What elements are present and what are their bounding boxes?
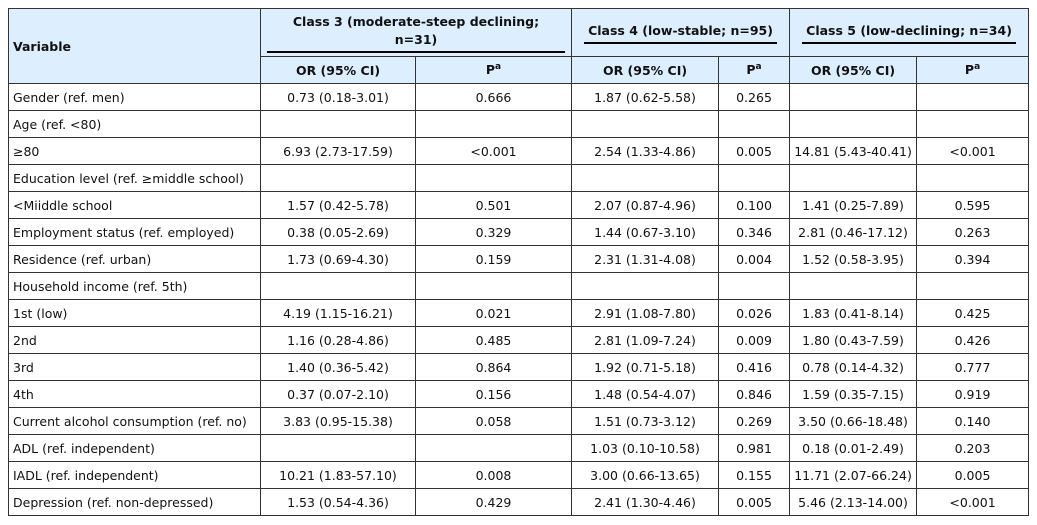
cell-c3-p: 0.864: [416, 354, 572, 381]
cell-c5-p: 0.426: [917, 327, 1029, 354]
cell-c4-or: 2.07 (0.87-4.96): [572, 192, 719, 219]
table-row: [9, 381, 1029, 408]
row-label: IADL (ref. independent): [9, 462, 261, 489]
header-class3: [261, 9, 572, 57]
cell-c5-or: [790, 273, 917, 300]
cell-c3-or: [261, 273, 416, 300]
cell-c3-p: 0.501: [416, 192, 572, 219]
cell-c3-or: 0.38 (0.05-2.69): [261, 219, 416, 246]
cell-c4-p: [719, 111, 790, 138]
cell-c5-or: 1.41 (0.25-7.89): [790, 192, 917, 219]
cell-c4-or: 2.41 (1.30-4.46): [572, 489, 719, 516]
cell-c3-p: <0.001: [416, 138, 572, 165]
cell-c3-p: 0.008: [416, 462, 572, 489]
cell-c3-p: 0.329: [416, 219, 572, 246]
table-row: [9, 192, 1029, 219]
table-row: [9, 246, 1029, 273]
row-label: Education level (ref. ≥middle school): [9, 165, 261, 192]
cell-c4-p: 0.346: [719, 219, 790, 246]
cell-c5-or: 14.81 (5.43-40.41): [790, 138, 917, 165]
cell-c5-p: <0.001: [917, 138, 1029, 165]
row-label: <Miiddle school: [9, 192, 261, 219]
cell-c5-p: [917, 84, 1029, 111]
cell-c5-or: 2.81 (0.46-17.12): [790, 219, 917, 246]
table-container: [8, 8, 1029, 516]
cell-c5-p: 0.263: [917, 219, 1029, 246]
table-row: [9, 165, 1029, 192]
header-class5-label: Class 5 (low-declining; n=34): [802, 22, 1016, 44]
header-class4-label: Class 4 (low-stable; n=95): [584, 22, 777, 44]
row-label: Employment status (ref. employed): [9, 219, 261, 246]
cell-c3-or: 1.73 (0.69-4.30): [261, 246, 416, 273]
row-label: 1st (low): [9, 300, 261, 327]
cell-c3-p: 0.485: [416, 327, 572, 354]
table-row: [9, 300, 1029, 327]
cell-c4-or: 3.00 (0.66-13.65): [572, 462, 719, 489]
header-class4-p: $P^a$: [719, 57, 790, 84]
cell-c5-p: 0.394: [917, 246, 1029, 273]
cell-c5-p: [917, 111, 1029, 138]
header-class3-label: Class 3 (moderate-steep declining; n=31): [267, 13, 565, 53]
cell-c4-or: [572, 165, 719, 192]
cell-c3-p: 0.021: [416, 300, 572, 327]
cell-c4-p: 0.981: [719, 435, 790, 462]
cell-c5-p: [917, 273, 1029, 300]
cell-c5-or: 1.59 (0.35-7.15): [790, 381, 917, 408]
cell-c4-or: 2.31 (1.31-4.08): [572, 246, 719, 273]
cell-c4-p: 0.416: [719, 354, 790, 381]
cell-c3-or: 1.16 (0.28-4.86): [261, 327, 416, 354]
header-class4-or: OR (95% CI): [572, 57, 719, 84]
row-label: Gender (ref. men): [9, 84, 261, 111]
cell-c4-or: 1.48 (0.54-4.07): [572, 381, 719, 408]
table-row: [9, 84, 1029, 111]
cell-c4-or: 1.92 (0.71-5.18): [572, 354, 719, 381]
cell-c5-p: 0.140: [917, 408, 1029, 435]
cell-c4-p: 0.100: [719, 192, 790, 219]
row-label: Current alcohol consumption (ref. no): [9, 408, 261, 435]
cell-c3-p: 0.156: [416, 381, 572, 408]
cell-c5-or: 11.71 (2.07-66.24): [790, 462, 917, 489]
cell-c3-p: 0.666: [416, 84, 572, 111]
cell-c4-p: [719, 273, 790, 300]
cell-c4-p: 0.005: [719, 489, 790, 516]
row-label: ≥80: [9, 138, 261, 165]
cell-c4-p: 0.004: [719, 246, 790, 273]
table-row: [9, 354, 1029, 381]
table-row: [9, 327, 1029, 354]
cell-c5-p: 0.005: [917, 462, 1029, 489]
cell-c5-or: 1.83 (0.41-8.14): [790, 300, 917, 327]
cell-c4-or: 2.91 (1.08-7.80): [572, 300, 719, 327]
table-row: [9, 138, 1029, 165]
cell-c3-or: 0.37 (0.07-2.10): [261, 381, 416, 408]
cell-c5-p: <0.001: [917, 489, 1029, 516]
cell-c3-or: 6.93 (2.73-17.59): [261, 138, 416, 165]
cell-c5-or: [790, 84, 917, 111]
cell-c5-or: [790, 165, 917, 192]
cell-c3-p: 0.058: [416, 408, 572, 435]
cell-c5-or: 0.78 (0.14-4.32): [790, 354, 917, 381]
header-class3-or: OR (95% CI): [261, 57, 416, 84]
cell-c5-p: 0.203: [917, 435, 1029, 462]
cell-c4-or: [572, 111, 719, 138]
cell-c4-p: 0.846: [719, 381, 790, 408]
header-class5-or: OR (95% CI): [790, 57, 917, 84]
cell-c5-or: 3.50 (0.66-18.48): [790, 408, 917, 435]
cell-c3-or: 1.40 (0.36-5.42): [261, 354, 416, 381]
cell-c4-p: 0.026: [719, 300, 790, 327]
cell-c3-or: 1.57 (0.42-5.78): [261, 192, 416, 219]
table-row: [9, 273, 1029, 300]
header-variable: Variable: [9, 9, 261, 84]
row-label: Age (ref. <80): [9, 111, 261, 138]
cell-c3-or: [261, 435, 416, 462]
cell-c4-p: [719, 165, 790, 192]
cell-c3-or: 1.53 (0.54-4.36): [261, 489, 416, 516]
cell-c4-or: 2.81 (1.09-7.24): [572, 327, 719, 354]
cell-c4-p: 0.155: [719, 462, 790, 489]
cell-c5-p: 0.425: [917, 300, 1029, 327]
cell-c3-p: [416, 165, 572, 192]
table-body: [9, 84, 1029, 516]
cell-c5-or: 0.18 (0.01-2.49): [790, 435, 917, 462]
cell-c5-p: [917, 165, 1029, 192]
cell-c4-p: 0.009: [719, 327, 790, 354]
cell-c4-p: 0.005: [719, 138, 790, 165]
cell-c3-or: 10.21 (1.83-57.10): [261, 462, 416, 489]
cell-c3-or: 3.83 (0.95-15.38): [261, 408, 416, 435]
cell-c5-or: [790, 111, 917, 138]
cell-c3-or: [261, 111, 416, 138]
cell-c3-p: 0.159: [416, 246, 572, 273]
cell-c4-or: [572, 273, 719, 300]
cell-c3-p: 0.429: [416, 489, 572, 516]
cell-c3-or: 4.19 (1.15-16.21): [261, 300, 416, 327]
header-class3-p: $P^a$: [416, 57, 572, 84]
results-table: [8, 8, 1029, 516]
cell-c4-or: 1.87 (0.62-5.58): [572, 84, 719, 111]
row-label: Residence (ref. urban): [9, 246, 261, 273]
table-row: [9, 462, 1029, 489]
row-label: 2nd: [9, 327, 261, 354]
cell-c4-p: 0.265: [719, 84, 790, 111]
header-class4: [572, 9, 790, 57]
cell-c4-or: 2.54 (1.33-4.86): [572, 138, 719, 165]
cell-c5-or: 1.52 (0.58-3.95): [790, 246, 917, 273]
cell-c4-or: 1.03 (0.10-10.58): [572, 435, 719, 462]
cell-c5-p: 0.919: [917, 381, 1029, 408]
row-label: 3rd: [9, 354, 261, 381]
cell-c4-or: 1.44 (0.67-3.10): [572, 219, 719, 246]
table-row: [9, 435, 1029, 462]
cell-c3-or: 0.73 (0.18-3.01): [261, 84, 416, 111]
header-class5: [790, 9, 1029, 57]
cell-c5-or: 5.46 (2.13-14.00): [790, 489, 917, 516]
header-class5-p: $P^a$: [917, 57, 1029, 84]
cell-c5-p: 0.595: [917, 192, 1029, 219]
row-label: 4th: [9, 381, 261, 408]
row-label: Household income (ref. 5th): [9, 273, 261, 300]
table-row: [9, 489, 1029, 516]
cell-c3-p: [416, 273, 572, 300]
cell-c3-p: [416, 435, 572, 462]
row-label: ADL (ref. independent): [9, 435, 261, 462]
cell-c4-or: 1.51 (0.73-3.12): [572, 408, 719, 435]
cell-c5-or: 1.80 (0.43-7.59): [790, 327, 917, 354]
row-label: Depression (ref. non-depressed): [9, 489, 261, 516]
table-row: [9, 219, 1029, 246]
table-row: [9, 111, 1029, 138]
table-row: [9, 408, 1029, 435]
cell-c5-p: 0.777: [917, 354, 1029, 381]
cell-c4-p: 0.269: [719, 408, 790, 435]
cell-c3-p: [416, 111, 572, 138]
cell-c3-or: [261, 165, 416, 192]
